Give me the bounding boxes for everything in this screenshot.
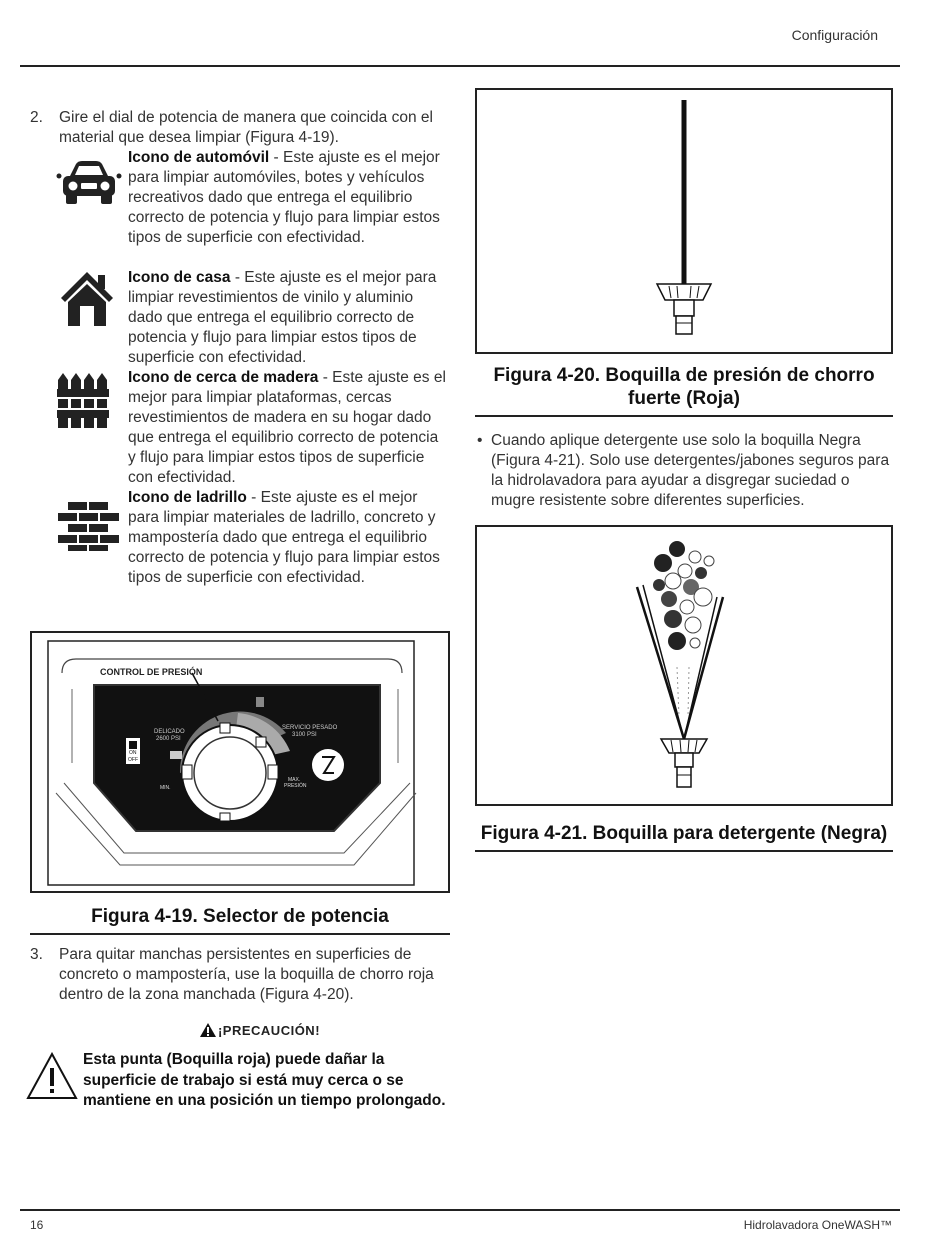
- brick-icon: [58, 500, 120, 558]
- pressure-selector-illustration: [32, 633, 448, 891]
- step-number: 3.: [30, 946, 43, 963]
- step-text: Para quitar manchas persistentes en superficies de concreto o mampostería, use la boquilla de chorro roja dentro de la zona manchada (Figura 4-20).: [59, 946, 434, 1003]
- caution-body: [30, 1050, 450, 1112]
- icon-item-title: Icono de casa: [128, 269, 231, 286]
- section-title: Configuración: [791, 27, 878, 43]
- icon-item-car: [30, 148, 450, 268]
- fence-icon: [57, 372, 109, 438]
- off-label: OFF: [128, 757, 138, 763]
- right-column: [475, 88, 893, 852]
- figure-21-box: [475, 525, 893, 806]
- warning-triangle-icon: [26, 1052, 78, 1107]
- min-label: MIN.: [160, 785, 171, 791]
- step-text: Gire el dial de potencia de manera que coincida con el material que desea limpiar (Figura 4-19).: [59, 109, 433, 146]
- delicado-label: DELICADO: [154, 729, 185, 735]
- caution-block: [30, 1023, 450, 1112]
- icon-item-desc: - Este ajuste es el mejor para limpiar automóviles, botes y vehículos recreativos dado que entrega el equilibrio correcto de potencia y flujo para limpiar estos tipos de superficie con efectividad.: [128, 149, 440, 246]
- servicio-label: SERVICIO PESADO: [282, 725, 338, 731]
- car-icon: [56, 158, 122, 212]
- icon-item-title: Icono de cerca de madera: [128, 369, 319, 386]
- icon-item-desc: - Este ajuste es el mejor para limpiar plataformas, cercas revestimientos de madera en su hogar dado que entrega el equilibrio correcto de potencia y flujo para limpiar estos tipos de superficie con efectividad.: [128, 369, 446, 486]
- figure-21-caption: Figura 4-21. Boquilla para detergente (Negra): [475, 816, 893, 852]
- icon-item-title: Icono de automóvil: [128, 149, 270, 166]
- caution-title: [70, 1023, 450, 1038]
- icon-item-brick: [30, 488, 450, 608]
- figure-19-caption: Figura 4-19. Selector de potencia: [30, 899, 450, 935]
- page-number: 16: [30, 1218, 44, 1232]
- black-nozzle-illustration: [477, 527, 891, 804]
- figure-20-caption: Figura 4-20. Boquilla de presión de chorro fuerte (Roja): [475, 358, 893, 417]
- caution-text: Esta punta (Boquilla roja) puede dañar la superficie de trabajo si está muy cerca o se mantiene en una posición un tiempo prolongado.: [83, 1051, 446, 1109]
- left-column: [30, 108, 450, 1112]
- icon-item-desc: - Este ajuste es el mejor para limpiar materiales de ladrillo, concreto y mampostería dado que entrega el equilibrio correcto de potencia y flujo para limpiar estos tipos de superficie con efectividad.: [128, 489, 440, 586]
- warning-small-icon: [200, 1023, 216, 1037]
- house-icon: [60, 270, 114, 334]
- max-label: MAX.: [288, 777, 301, 783]
- figure-20-box: [475, 88, 893, 354]
- figure-19-box: [30, 631, 450, 893]
- bullet-detergent: • Cuando aplique detergente use solo la boquilla Negra (Figura 4-21). Solo use detergentes/jabones seguros para la hidrolavadora para ayudar a disgregar suciedad o mugre resistente sobre diferentes superficies.: [475, 431, 893, 511]
- footer-rule: [20, 1209, 900, 1211]
- presion-label: PRESIÓN: [284, 783, 307, 789]
- icon-item-house: [30, 268, 450, 368]
- header-rule: [20, 65, 900, 67]
- red-nozzle-illustration: [477, 90, 891, 352]
- icon-item-desc: - Este ajuste es el mejor para limpiar revestimientos de vinilo y aluminio dado que entrega el equilibrio correcto de potencia y flujo para limpiar estos tipos de superficie con efectividad.: [128, 269, 437, 366]
- icon-item-title: Icono de ladrillo: [128, 489, 247, 506]
- step-2: [30, 108, 450, 148]
- servicio-psi: 3100 PSI: [292, 732, 317, 738]
- on-label: ON: [129, 750, 137, 756]
- step-number: 2.: [30, 109, 43, 126]
- delicado-psi: 2600 PSI: [156, 736, 181, 742]
- icon-item-fence: [30, 368, 450, 488]
- step-3: [30, 945, 450, 1005]
- caution-title-text: ¡PRECAUCIÓN!: [217, 1023, 321, 1038]
- panel-label: CONTROL DE PRESIÓN: [100, 667, 203, 677]
- product-name: Hidrolavadora OneWASH™: [743, 1218, 892, 1232]
